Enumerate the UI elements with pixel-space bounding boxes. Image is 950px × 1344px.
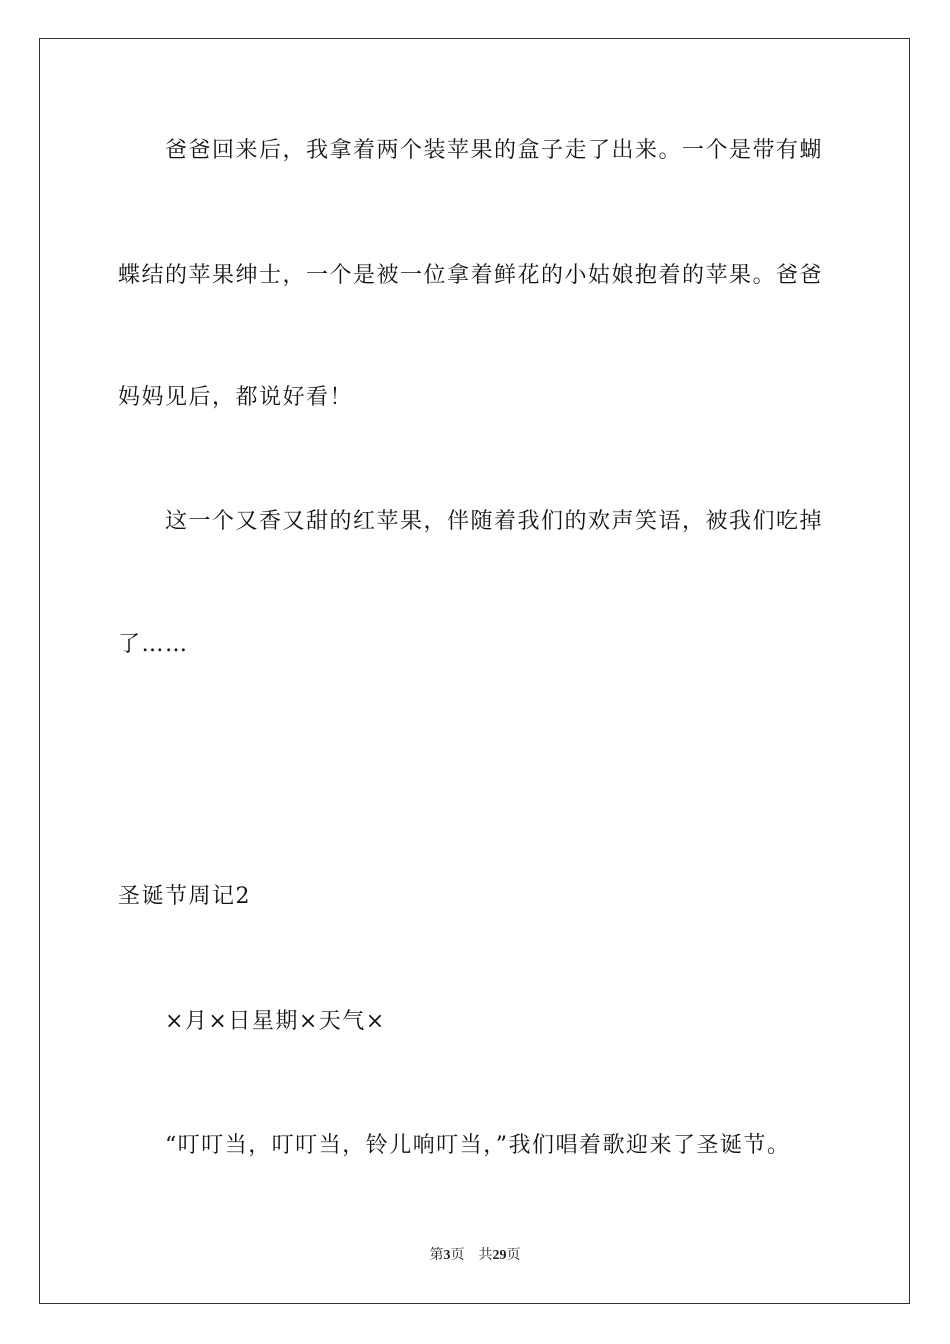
page-border: [39, 38, 910, 1304]
page-prefix: 第: [429, 1248, 444, 1263]
paragraph-line-8: “叮叮当，叮叮当，铃儿响叮当，”我们唱着歌迎来了圣诞节。: [165, 1133, 791, 1158]
total-suffix: 页: [506, 1248, 521, 1263]
page-number: 3: [443, 1248, 451, 1263]
total-pages: 29: [492, 1248, 507, 1263]
page-footer: [0, 1247, 950, 1265]
paragraph-line-3: 妈妈见后，都说好看！: [118, 385, 354, 410]
page-suffix: 页: [450, 1248, 465, 1263]
paragraph-line-2: 蝶结的苹果绅士，一个是被一位拿着鲜花的小姑娘抱着的苹果。爸爸: [118, 263, 824, 288]
paragraph-line-1: 爸爸回来后，我拿着两个装苹果的盒子走了出来。一个是带有蝴: [165, 138, 824, 163]
paragraph-line-5: 了……: [118, 632, 189, 657]
date-weather-line: ×月×日星期×天气×: [165, 1009, 386, 1034]
total-prefix: 共: [478, 1248, 493, 1263]
paragraph-line-4: 这一个又香又甜的红苹果，伴随着我们的欢声笑语，被我们吃掉: [165, 509, 824, 534]
section-title: 圣诞节周记2: [118, 884, 251, 909]
